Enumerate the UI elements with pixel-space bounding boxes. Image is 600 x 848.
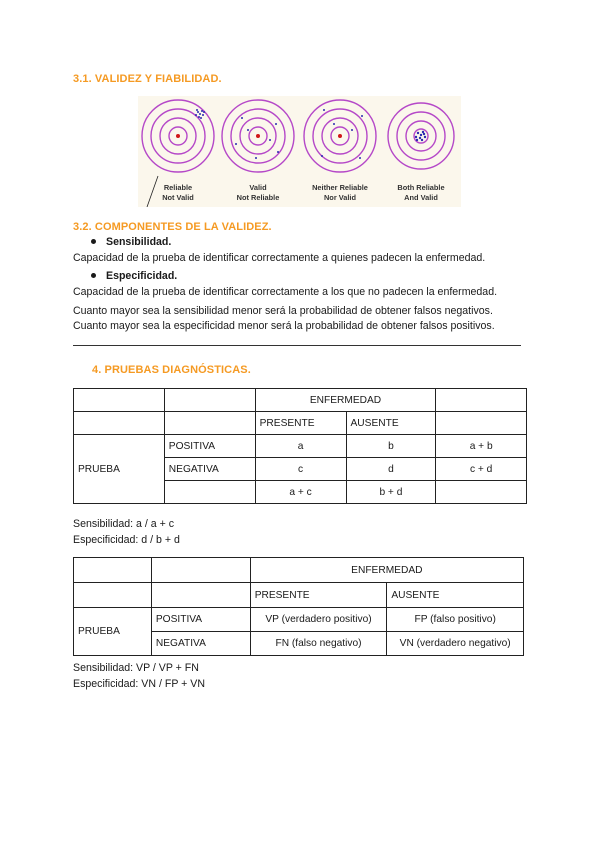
cell-a-plus-b: a + b bbox=[436, 435, 527, 458]
cell-d: d bbox=[346, 458, 436, 481]
enfermedad-header: ENFERMEDAD bbox=[255, 389, 436, 412]
bullet-dot bbox=[91, 273, 96, 278]
formula-sensibilidad-1: Sensibilidad: a / a + c bbox=[73, 518, 174, 530]
sensibilidad-note: Cuanto mayor sea la sensibilidad menor será la probabilidad de obtener falsos negativos. bbox=[73, 305, 493, 317]
target-valid-not-reliable bbox=[222, 100, 294, 172]
target-both-reliable-and-valid bbox=[388, 103, 454, 169]
positiva-label: POSITIVA bbox=[164, 435, 255, 458]
prueba-label-2: PRUEBA bbox=[74, 608, 152, 656]
cell-vn: VN (verdadero negativo) bbox=[387, 632, 524, 656]
contingency-table-2 bbox=[73, 557, 524, 656]
table-row bbox=[74, 558, 524, 583]
especificidad-definition: Capacidad de la prueba de identificar correctamente a los que no padecen la enfermedad. bbox=[73, 286, 498, 298]
target-label-1b: Not Valid bbox=[162, 193, 194, 202]
table-row bbox=[74, 412, 527, 435]
table-row bbox=[74, 608, 524, 632]
table-cell bbox=[74, 389, 165, 412]
targets-svg bbox=[138, 96, 461, 207]
especificidad-note: Cuanto mayor sea la especificidad menor será la probabilidad de obtener falsos positivos. bbox=[73, 320, 495, 332]
negativa-label-2: NEGATIVA bbox=[151, 632, 250, 656]
bullet-especificidad-label: Especificidad. bbox=[106, 270, 178, 282]
cell-b: b bbox=[346, 435, 436, 458]
target-label-3a: Neither Reliable bbox=[312, 183, 368, 192]
cell-b-plus-d: b + d bbox=[346, 481, 436, 504]
target-label-3b: Nor Valid bbox=[323, 193, 357, 202]
target-label-4a: Both Reliable bbox=[397, 183, 445, 192]
table-cell bbox=[74, 583, 152, 608]
table-cell bbox=[151, 583, 250, 608]
table-cell bbox=[74, 412, 165, 435]
section-4-heading: 4. PRUEBAS DIAGNÓSTICAS. bbox=[92, 364, 251, 376]
table-cell bbox=[164, 481, 255, 504]
target-label-2b: Not Reliable bbox=[236, 193, 280, 202]
target-label-4b: And Valid bbox=[404, 193, 438, 202]
horizontal-divider bbox=[73, 345, 521, 346]
cell-c-plus-d: c + d bbox=[436, 458, 527, 481]
bullet-dot bbox=[91, 239, 96, 244]
positiva-label-2: POSITIVA bbox=[151, 608, 250, 632]
cell-vp: VP (verdadero positivo) bbox=[250, 608, 387, 632]
cell-a-plus-c: a + c bbox=[255, 481, 346, 504]
cell-c: c bbox=[255, 458, 346, 481]
cell-fn: FN (falso negativo) bbox=[250, 632, 387, 656]
presente-header: PRESENTE bbox=[255, 412, 346, 435]
table-cell bbox=[151, 558, 250, 583]
table-cell bbox=[436, 412, 527, 435]
formula-especificidad-1: Especificidad: d / b + d bbox=[73, 534, 180, 546]
bullet-especificidad bbox=[91, 270, 177, 282]
bullet-sensibilidad bbox=[91, 236, 171, 248]
presente-header-2: PRESENTE bbox=[250, 583, 387, 608]
contingency-table-1 bbox=[73, 388, 527, 504]
table-cell bbox=[436, 389, 527, 412]
ausente-header: AUSENTE bbox=[346, 412, 436, 435]
section-3-2-heading: 3.2. COMPONENTES DE LA VALIDEZ. bbox=[73, 221, 272, 233]
section-3-1-heading: 3.1. VALIDEZ Y FIABILIDAD. bbox=[73, 73, 222, 85]
table-row bbox=[74, 389, 527, 412]
bullet-sensibilidad-label: Sensibilidad. bbox=[106, 236, 172, 248]
table-cell bbox=[164, 389, 255, 412]
table-row bbox=[74, 583, 524, 608]
validity-reliability-targets-figure bbox=[138, 96, 461, 207]
target-label-1a: Reliable bbox=[163, 183, 193, 192]
formula-especificidad-2: Especificidad: VN / FP + VN bbox=[73, 678, 205, 690]
target-neither-reliable-nor-valid bbox=[304, 100, 376, 172]
ausente-header-2: AUSENTE bbox=[387, 583, 524, 608]
cell-a: a bbox=[255, 435, 346, 458]
enfermedad-header-2: ENFERMEDAD bbox=[250, 558, 523, 583]
table-row bbox=[74, 435, 527, 458]
formula-sensibilidad-2: Sensibilidad: VP / VP + FN bbox=[73, 662, 199, 674]
cell-fp: FP (falso positivo) bbox=[387, 608, 524, 632]
target-label-2a: Valid bbox=[249, 183, 267, 192]
negativa-label: NEGATIVA bbox=[164, 458, 255, 481]
prueba-label: PRUEBA bbox=[74, 435, 165, 504]
table-cell bbox=[164, 412, 255, 435]
sensibilidad-definition: Capacidad de la prueba de identificar correctamente a quienes padecen la enfermedad. bbox=[73, 252, 486, 264]
table-cell bbox=[74, 558, 152, 583]
table-cell bbox=[436, 481, 527, 504]
